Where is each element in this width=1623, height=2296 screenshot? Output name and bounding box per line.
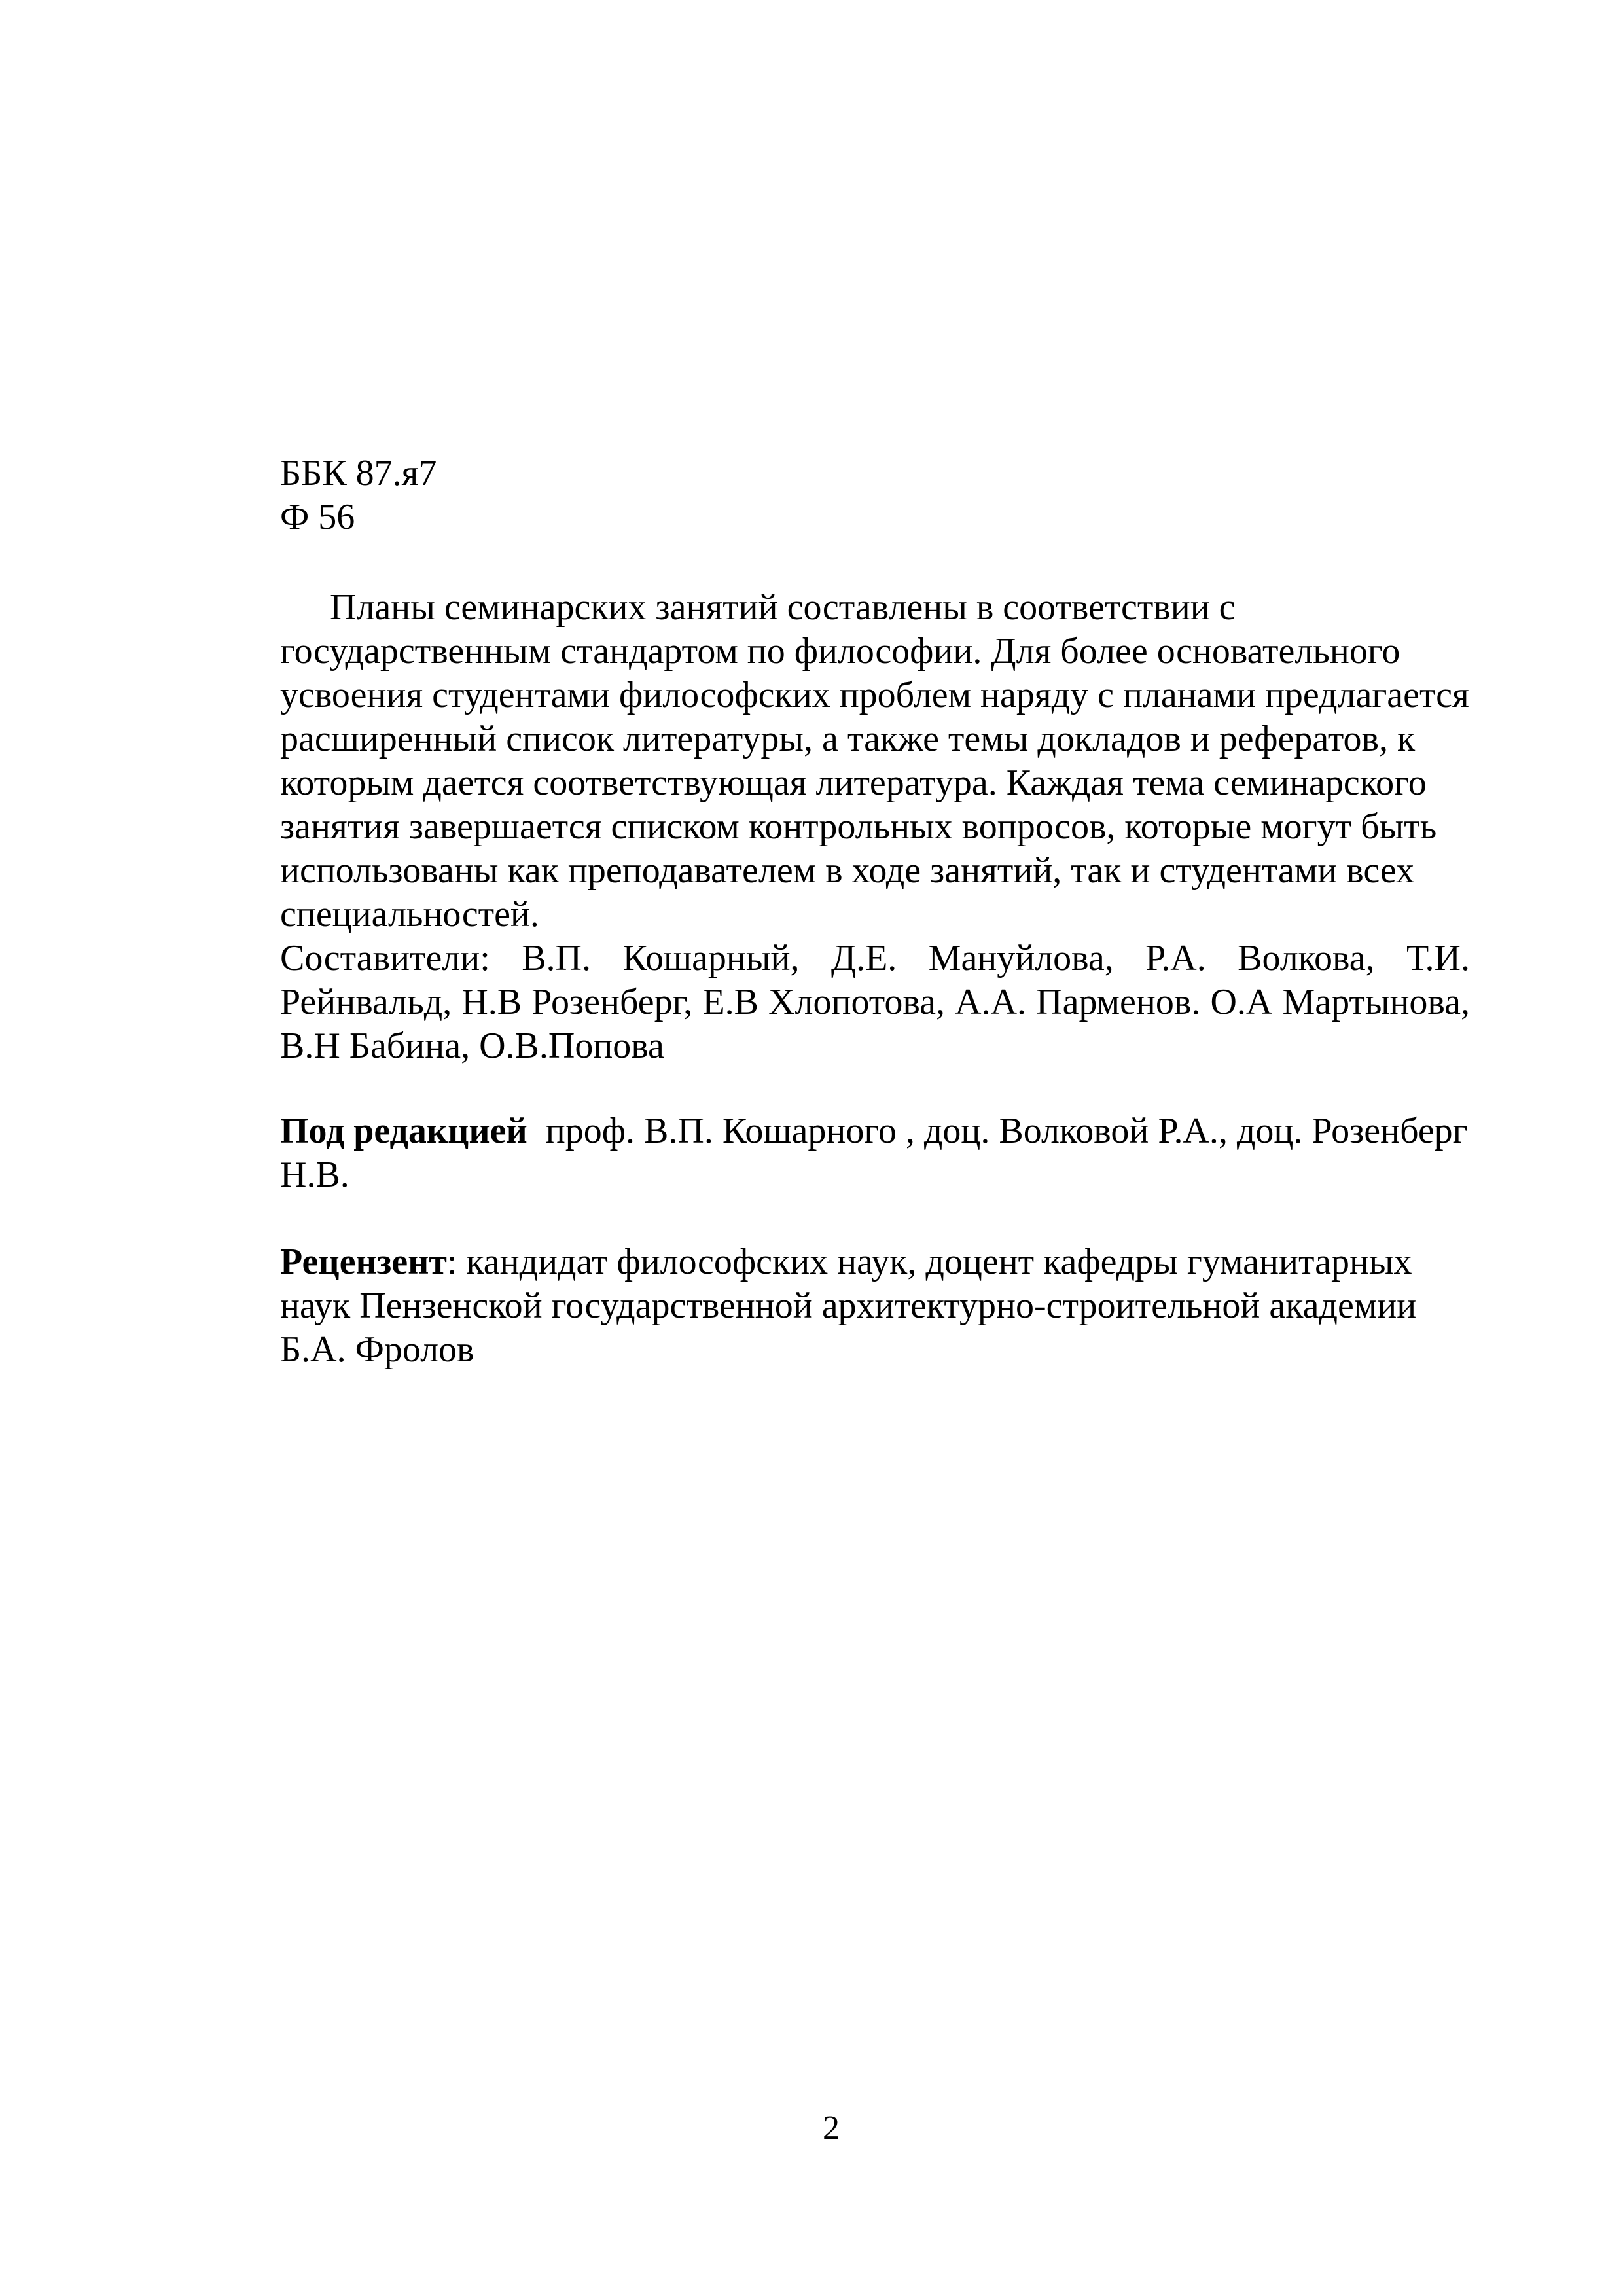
bbk-code: ББК 87.я7 <box>280 453 437 493</box>
classification-codes <box>280 452 1470 539</box>
annotation-paragraph: Планы семинарских занятий составлены в соответствии с государственным стандартом по философии. Для более основательного усвоения студентами философских проблем наряду с планами предлагается расширенный список литературы, а также темы докладов и рефератов, к которым дается соответствующая литература. Каждая тема семинарского занятия завершается списком контрольных вопросов, которые могут быть использованы как преподавателем в ходе занятий, так и студентами всех специальностей. <box>280 587 1469 935</box>
editors-section <box>280 1109 1477 1197</box>
editors-text: проф. В.П. Кошарного , доц. Волковой Р.А., доц. Розенберг Н.В. <box>280 1111 1477 1195</box>
annotation <box>280 586 1470 1068</box>
editors-label: Под редакцией <box>280 1111 527 1151</box>
reviewer-label: Рецензент <box>280 1242 447 1282</box>
reviewer-section <box>280 1240 1470 1372</box>
reviewer-text: : кандидат философских наук, доцент кафедры гуманитарных наук Пензенской государственной архитектурно-строительной академии Б.А. Фролов <box>280 1242 1417 1370</box>
compilers-list: Составители: В.П. Кошарный, Д.Е. Мануйлова, Р.А. Волкова, Т.И. Рейнвальд, Н.В Розенберг, Е.В Хлопотова, А.А. Парменов. О.А Мартынова, В.Н Бабина, О.В.Попова <box>280 938 1470 1066</box>
author-mark: Ф 56 <box>280 497 355 537</box>
page-number: 2 <box>823 2109 840 2147</box>
